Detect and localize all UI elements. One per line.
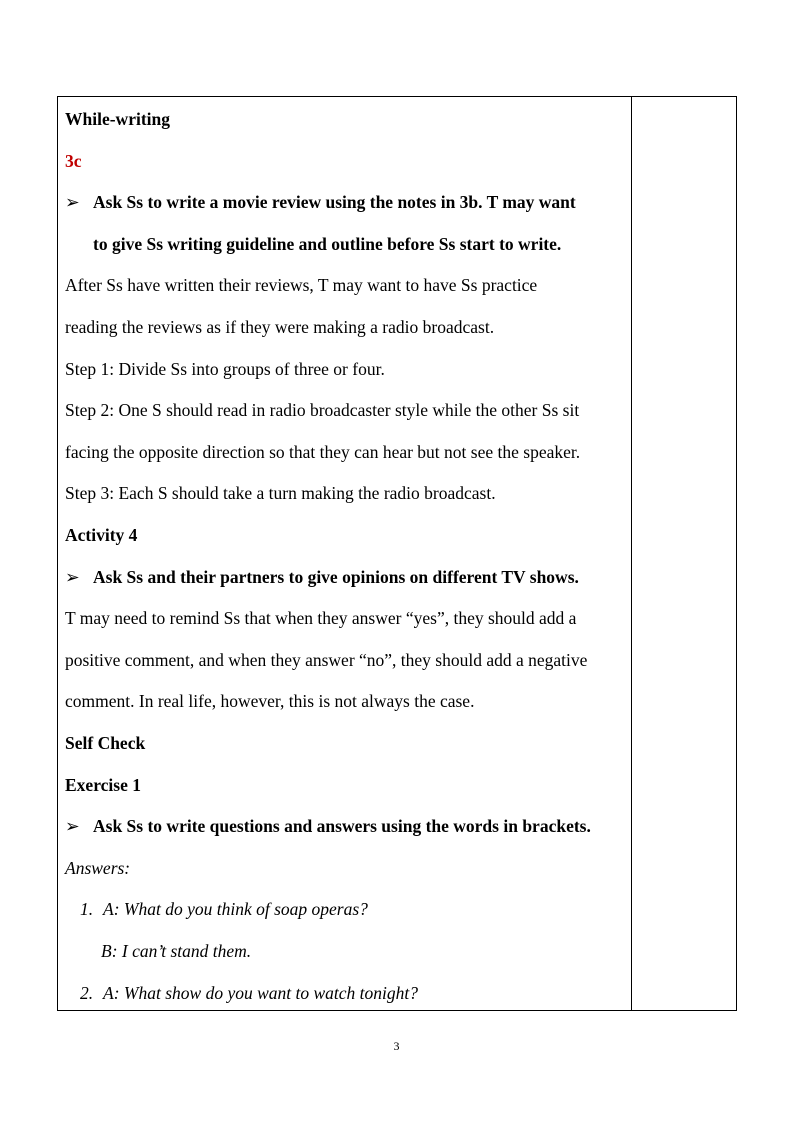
bullet-item-1 — [65, 191, 576, 213]
notes-cell — [632, 97, 736, 1010]
bullet-1-text: Ask Ss to write a movie review using the notes in 3b. T may want — [93, 192, 576, 212]
answer-1-response: B: I can’t stand them. — [101, 941, 252, 961]
bullet-2-text: Ask Ss and their partners to give opinions on different TV shows. — [93, 567, 579, 587]
bullet-1-continuation: to give Ss writing guideline and outline before Ss start to write. — [93, 234, 562, 254]
paragraph-2-line-1: T may need to remind Ss that when they answer “yes”, they should add a — [65, 608, 577, 628]
arrow-bullet-icon: ➢ — [65, 192, 80, 212]
arrow-bullet-icon: ➢ — [65, 567, 80, 587]
paragraph-2-line-3: comment. In real life, however, this is not always the case. — [65, 691, 475, 711]
bullet-item-3 — [65, 815, 591, 837]
paragraph-1-line-2: reading the reviews as if they were making a radio broadcast. — [65, 317, 495, 337]
step-1: Step 1: Divide Ss into groups of three or four. — [65, 359, 385, 379]
bullet-3-text: Ask Ss to write questions and answers using the words in brackets. — [93, 816, 591, 836]
self-check-heading: Self Check — [65, 733, 146, 753]
page-number: 3 — [393, 1039, 400, 1053]
step-3: Step 3: Each S should take a turn making the radio broadcast. — [65, 483, 496, 503]
exercise-1-heading: Exercise 1 — [65, 775, 141, 795]
section-title: While-writing — [65, 109, 170, 129]
answer-2-question: A: What show do you want to watch tonight? — [103, 983, 418, 1003]
answers-label: Answers: — [65, 858, 131, 878]
step-2-line-2: facing the opposite direction so that they can hear but not see the speaker. — [65, 442, 581, 462]
bullet-item-2 — [65, 566, 579, 588]
activity-4-heading: Activity 4 — [65, 525, 138, 545]
arrow-bullet-icon: ➢ — [65, 816, 80, 836]
step-2-line-1: Step 2: One S should read in radio broadcaster style while the other Ss sit — [65, 400, 580, 420]
answer-1-number: 1. — [80, 899, 94, 919]
answer-2-number: 2. — [80, 983, 94, 1003]
paragraph-1-line-1: After Ss have written their reviews, T may want to have Ss practice — [65, 275, 538, 295]
sub-heading-3c: 3c — [65, 151, 82, 171]
lesson-table — [57, 96, 737, 1011]
answer-1-question: A: What do you think of soap operas? — [103, 899, 368, 919]
procedure-cell — [58, 97, 631, 1010]
paragraph-2-line-2: positive comment, and when they answer “no”, they should add a negative — [65, 650, 588, 670]
